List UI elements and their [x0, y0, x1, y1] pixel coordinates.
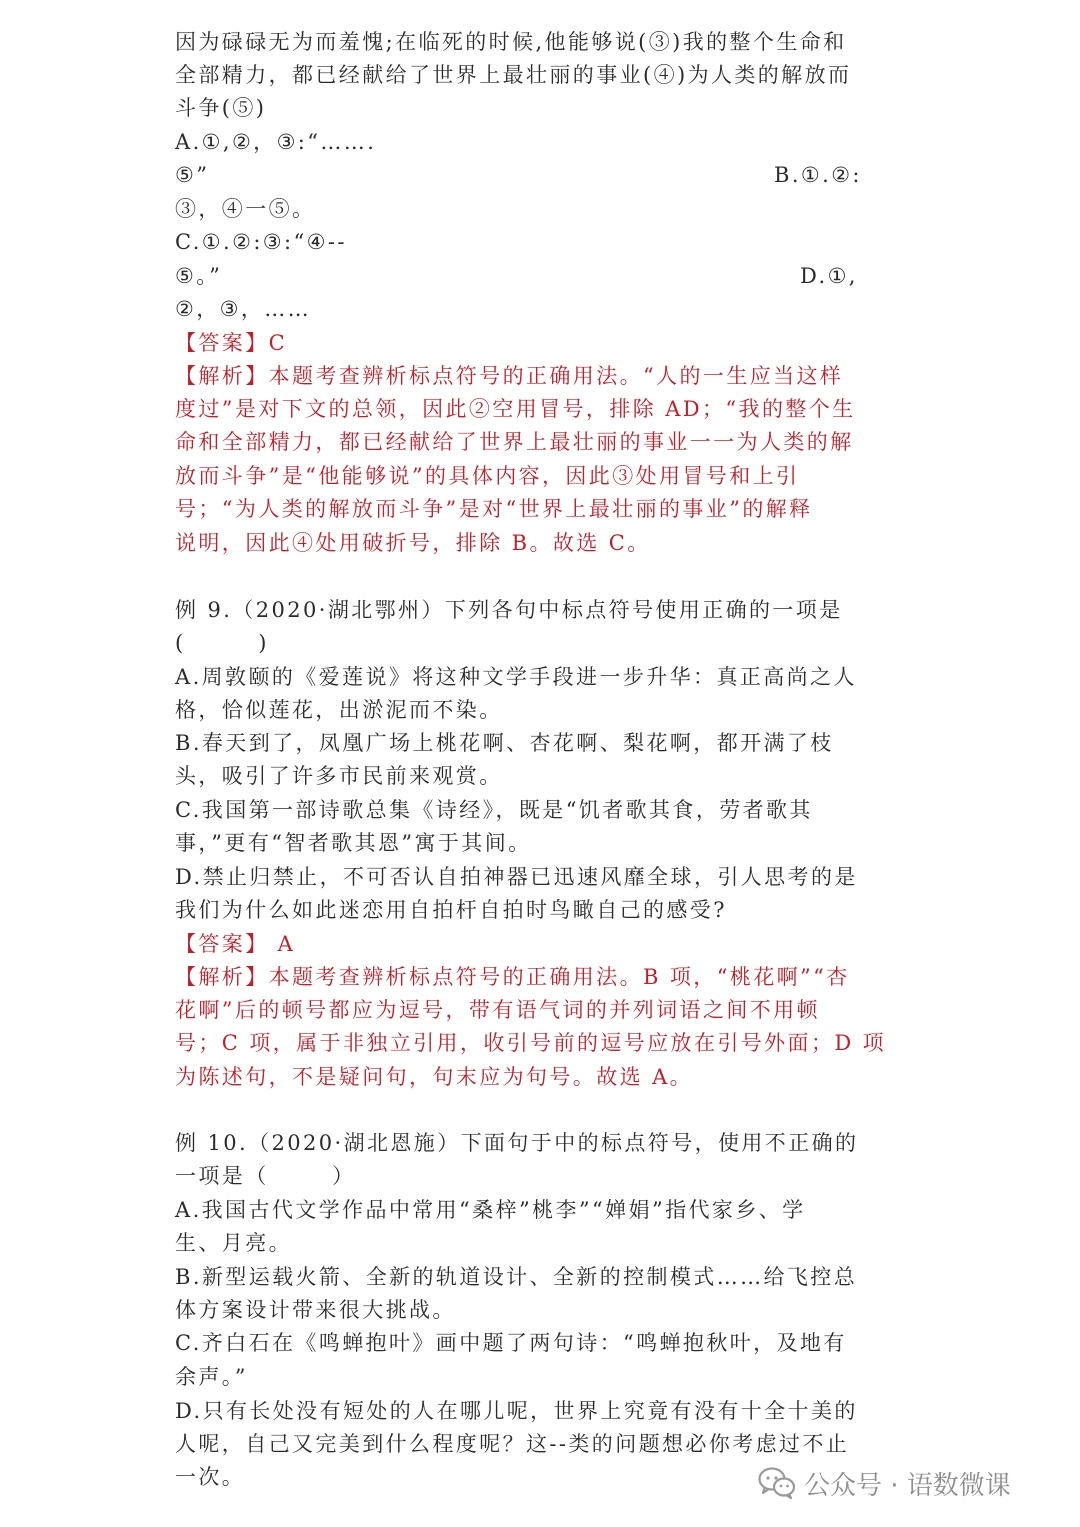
wechat-watermark: [758, 1463, 1011, 1503]
text-line: 余声。”: [175, 1365, 248, 1389]
answer-line: 【答案】 A: [175, 932, 296, 956]
answer-line: 放而斗争”是“他能够说”的具体内容，因此③处用冒号和上引: [175, 464, 800, 488]
watermark-text: 公众号 · 语数微课: [804, 1470, 1011, 1501]
text-line: 一次。: [175, 1465, 246, 1489]
answer-line: 号；C 项，属于非独立引用，收引号前的逗号应放在引号外面；D 项: [175, 1031, 887, 1055]
text-line: 格，恰似莲花，出淤泥而不染。: [175, 698, 503, 722]
text-line: ⑤。”: [175, 264, 223, 288]
text-line: D.禁止归禁止，不可否认自拍神器已迅速风靡全球，引人思考的是: [175, 865, 858, 889]
text-line: B.春天到了，凤凰广场上桃花啊、杏花啊、梨花啊，都开满了枝: [175, 731, 834, 755]
text-line: ②，③，……: [175, 297, 312, 321]
text-line: 一项是（ ）: [175, 1164, 356, 1188]
text-line: ⑤”: [175, 163, 210, 187]
text-line: 人呢，自己又完美到什么程度呢？这--类的问题想必你考虑过不止: [175, 1432, 850, 1456]
text-line: B.新型运载火箭、全新的轨道设计、全新的控制模式……给飞控总: [175, 1265, 858, 1289]
text-line: 斗争(⑤): [175, 96, 267, 120]
answer-line: 度过”是对下文的总领，因此②空用冒号，排除 AD；“我的整个生: [175, 397, 856, 421]
text-line: 头，吸引了许多市民前来观赏。: [175, 764, 503, 788]
answer-line: 为陈述句，不是疑问句，句末应为句号。故选 A。: [175, 1065, 694, 1089]
text-line: D.只有长处没有短处的人在哪儿呢，世界上究竟有没有十全十美的: [175, 1399, 858, 1423]
answer-line: 号；“为人类的解放而斗争”是对“世界上最壮丽的事业”的解释: [175, 497, 813, 521]
text-line: 例 10.（2020·湖北恩施）下面句于中的标点符号，使用不正确的: [175, 1131, 859, 1155]
answer-line: 【解析】本题考查辨析标点符号的正确用法。“人的一生应当这样: [175, 364, 844, 388]
text-line: A.周敦颐的《爱莲说》将这种文学手段进一步升华：真正高尚之人: [175, 665, 857, 689]
answer-line: 【解析】本题考查辨析标点符号的正确用法。B 项，“桃花啊”“杏: [175, 965, 850, 989]
text-line: 事，”更有“智者歌其恩”寓于其间。: [175, 831, 532, 855]
text-line: ( ): [175, 631, 269, 655]
option-line-right: B.①.②:: [774, 163, 862, 187]
text-line: C.①.②:③:“④--: [175, 230, 347, 254]
option-line-right: D.①,: [800, 264, 858, 288]
text-line: C.我国第一部诗歌总集《诗经》，既是“饥者歌其食，劳者歌其: [175, 798, 813, 822]
answer-line: 说明，因此④处用破折号，排除 B。故选 C。: [175, 531, 651, 555]
text-line: A.我国古代文学作品中常用“桑梓”桃李”“婵娟”指代家乡、学: [175, 1198, 806, 1222]
answer-line: 花啊”后的顿号都应为逗号，带有语气词的并列词语之间不用顿: [175, 998, 820, 1022]
answer-line: 【答案】C: [175, 331, 288, 355]
text-line: 因为碌碌无为而羞愧;在临死的时候,他能够说(③)我的整个生命和: [175, 30, 847, 54]
text-line: 全部精力，都已经献给了世界上最壮丽的事业(④)为人类的解放而: [175, 63, 852, 87]
wechat-icon: [758, 1466, 796, 1500]
text-line: 我们为什么如此迷恋用自拍杆自拍时鸟瞰自己的感受?: [175, 898, 727, 922]
answer-line: 命和全部精力，都已经献给了世界上最壮丽的事业一一为人类的解: [175, 430, 854, 454]
text-line: 体方案设计带来很大挑战。: [175, 1298, 456, 1322]
text-line: ③，④一⑤。: [175, 197, 316, 221]
text-line: C.齐白石在《鸣蝉抱叶》画中题了两句诗：“鸣蝉抱秋叶，及地有: [175, 1331, 847, 1355]
text-line: 生、月亮。: [175, 1231, 292, 1255]
text-line: 例 9.（2020·湖北鄂州）下列各句中标点符号使用正确的一项是: [175, 598, 843, 622]
text-line: A.①,②，③:“…….: [175, 130, 377, 154]
